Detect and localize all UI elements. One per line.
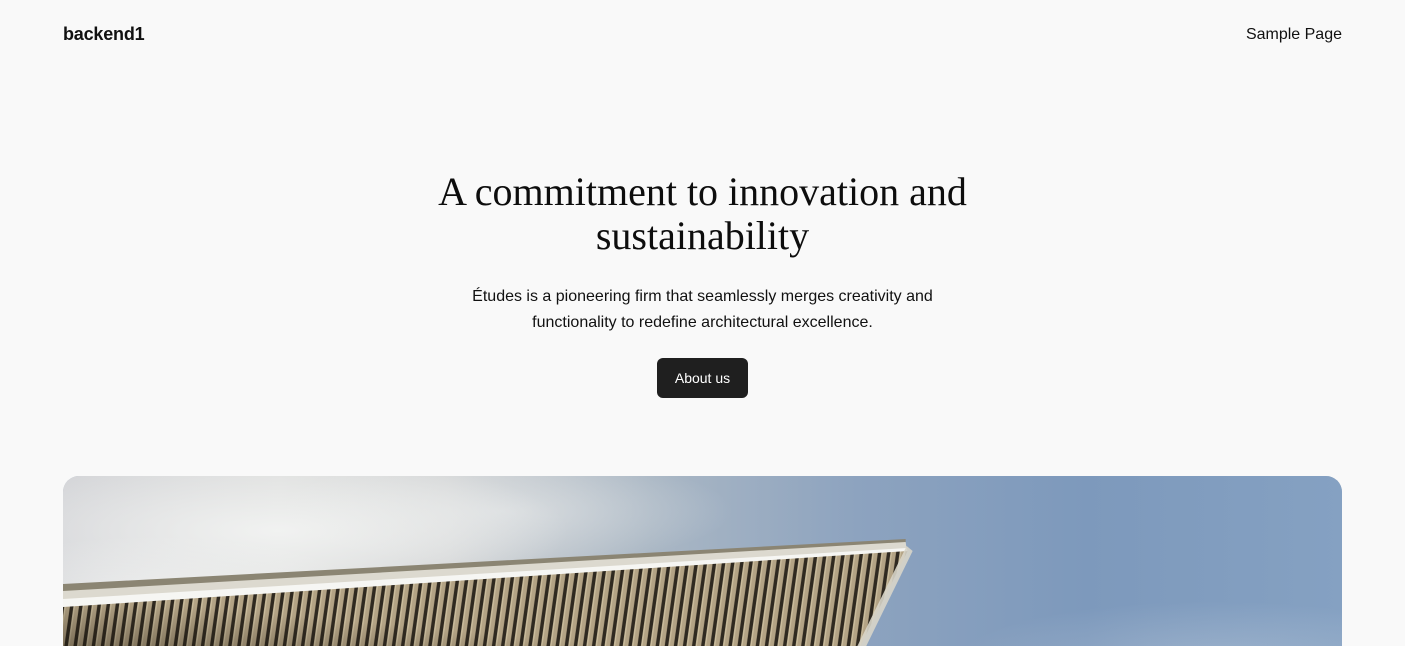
site-title-link[interactable]: backend1 — [63, 24, 145, 44]
about-us-button[interactable]: About us — [657, 358, 748, 398]
nav-item-sample-page[interactable]: Sample Page — [1245, 25, 1342, 43]
site-header — [0, 0, 1405, 45]
hero-description: Études is a pioneering firm that seamlessly merges creativity and functionality to redefine architectural excellence. — [472, 288, 933, 331]
hero-section — [0, 170, 1405, 646]
hero-heading: A commitment to innovation and sustainability — [438, 169, 967, 258]
hero-image — [63, 476, 1342, 646]
architecture-photo-illustration — [63, 476, 1342, 646]
header-nav — [1246, 26, 1342, 44]
